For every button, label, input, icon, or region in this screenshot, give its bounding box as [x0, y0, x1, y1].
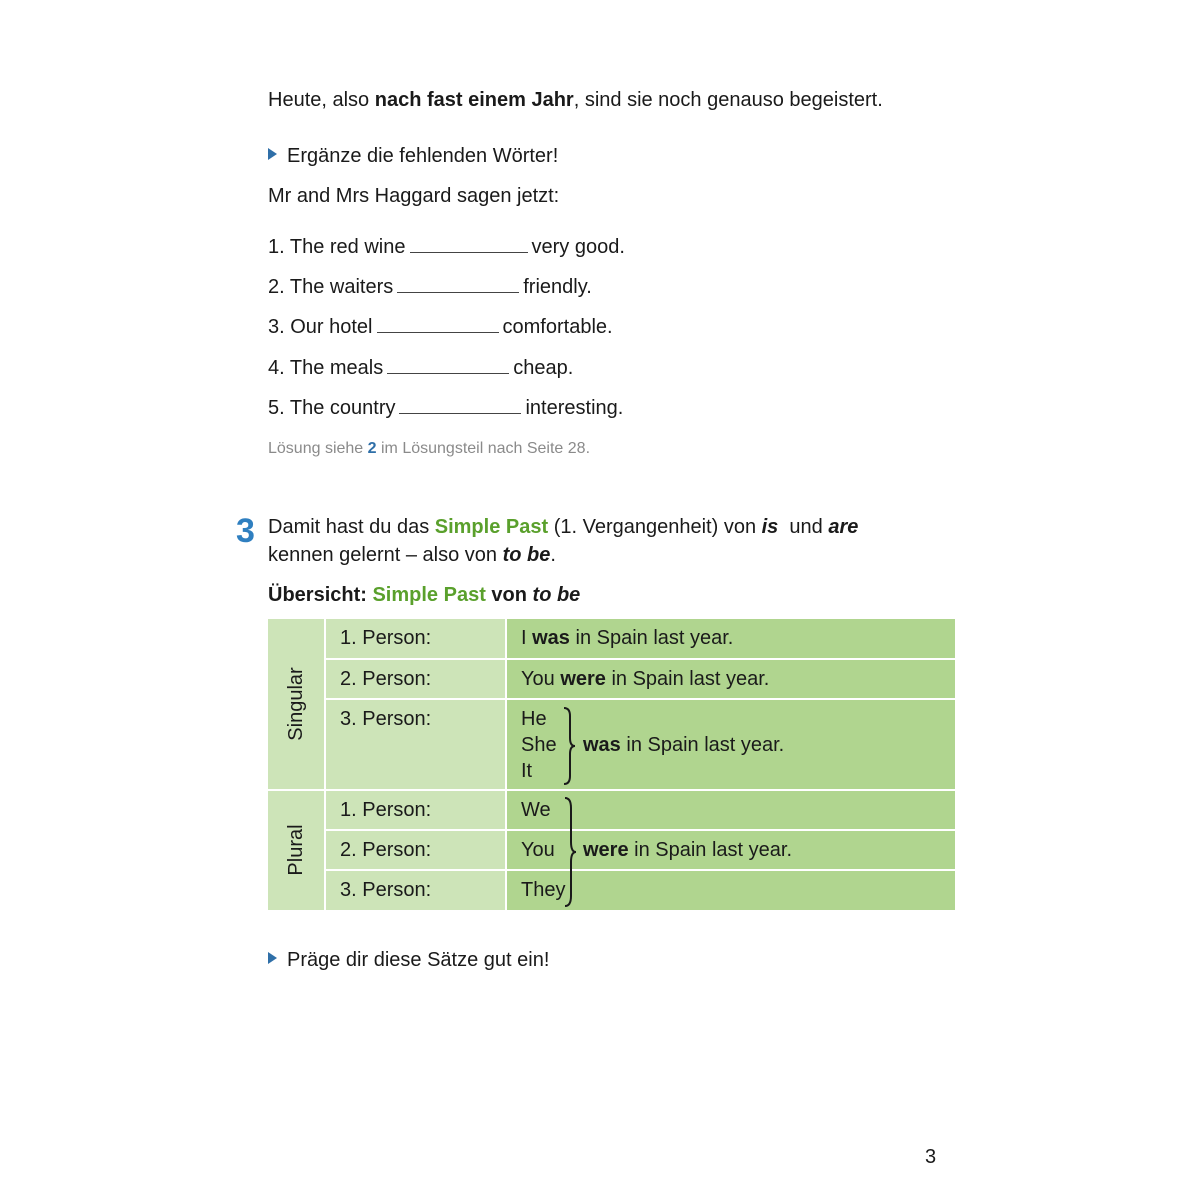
exercise-lead: Mr and Mrs Haggard sagen jetzt:	[268, 185, 560, 207]
intro-text: Heute, also	[268, 89, 375, 111]
verb-form: was	[583, 734, 621, 756]
person-cell: 1. Person:	[326, 791, 505, 829]
simple-past-term: Simple Past	[434, 516, 549, 538]
section-text: (1. Vergangenheit) von	[548, 516, 762, 538]
solution-number: 2	[367, 440, 377, 457]
overview-text: Übersicht:	[268, 584, 373, 606]
exercise-instruction	[268, 143, 558, 169]
triangle-bullet-icon	[268, 952, 277, 964]
plural-sentence	[583, 837, 792, 863]
task-number: 3	[236, 512, 255, 550]
sentence-cell: You	[507, 831, 955, 869]
sentence-text: I	[521, 627, 533, 649]
term-to-be: to be	[532, 584, 581, 606]
section-intro-line1	[268, 514, 858, 540]
solution-note	[268, 440, 590, 458]
sentence-cell-third-singular	[507, 700, 955, 789]
exercise-item	[268, 274, 592, 300]
item-prefix: 4. The meals	[268, 357, 384, 379]
instruction-text: Ergänze die fehlenden Wörter!	[287, 145, 559, 167]
answer-blank[interactable]	[377, 316, 499, 333]
intro-sentence	[268, 87, 883, 113]
item-prefix: 3. Our hotel	[268, 316, 373, 338]
term-is: is	[761, 516, 779, 538]
exercise-item	[268, 234, 625, 260]
section-intro-line2	[268, 542, 556, 568]
closing-instruction	[268, 947, 549, 973]
curly-brace-icon	[562, 796, 578, 908]
sentence-cell	[507, 660, 955, 698]
sentence-text: in Spain last year.	[605, 668, 770, 690]
intro-bold: nach fast einem Jahr	[374, 89, 574, 111]
verb-form: was	[532, 627, 570, 649]
closing-text: Präge dir diese Sätze gut ein!	[287, 949, 550, 971]
item-suffix: interesting.	[525, 397, 624, 419]
section-text: und	[778, 516, 829, 538]
verb-form: were	[583, 839, 629, 861]
singular-label: Singular	[285, 667, 307, 741]
sentence-text: in Spain last year.	[620, 734, 785, 756]
plural-group-cell	[268, 791, 324, 910]
section-text: .	[550, 544, 556, 566]
page-number: 3	[925, 1146, 937, 1168]
item-prefix: 2. The waiters	[268, 276, 394, 298]
triangle-bullet-icon	[268, 148, 277, 160]
term-to-be: to be	[502, 544, 551, 566]
item-prefix: 1. The red wine	[268, 236, 406, 258]
overview-heading	[268, 582, 580, 608]
item-suffix: very good.	[531, 236, 625, 258]
plural-label: Plural	[285, 824, 307, 876]
sentence-cell	[507, 619, 955, 658]
section-text: kennen gelernt – also von	[268, 544, 503, 566]
sentence-text: in Spain last year.	[569, 627, 734, 649]
solution-text: Lösung siehe	[268, 440, 368, 457]
sentence-text	[583, 732, 784, 758]
sentence-text: in Spain last year.	[628, 839, 793, 861]
singular-group-cell	[268, 619, 324, 789]
intro-text-end: , sind sie noch genauso begeistert.	[573, 89, 883, 111]
solution-text-end: im Lösungsteil nach Seite 28.	[376, 440, 591, 457]
person-cell: 2. Person:	[326, 831, 505, 869]
verb-form: were	[560, 668, 606, 690]
answer-blank[interactable]	[387, 357, 509, 374]
exercise-item	[268, 355, 573, 381]
item-suffix: cheap.	[513, 357, 574, 379]
person-cell: 2. Person:	[326, 660, 505, 698]
grammar-table	[268, 619, 955, 910]
sentence-text: You	[521, 668, 561, 690]
pronoun: He	[521, 708, 547, 730]
section-text: Damit hast du das	[268, 516, 435, 538]
person-cell: 1. Person:	[326, 619, 505, 658]
person-cell: 3. Person:	[326, 700, 505, 789]
answer-blank[interactable]	[399, 397, 521, 414]
answer-blank[interactable]	[410, 236, 528, 253]
item-prefix: 5. The country	[268, 397, 396, 419]
sentence-cell: We	[507, 791, 955, 829]
item-suffix: friendly.	[523, 276, 592, 298]
curly-brace-icon	[561, 706, 577, 786]
pronoun: She	[521, 734, 557, 756]
answer-blank[interactable]	[397, 276, 519, 293]
term-are: are	[828, 516, 859, 538]
exercise-item	[268, 314, 613, 340]
sentence-cell: They	[507, 871, 955, 910]
pronoun: It	[521, 760, 533, 782]
simple-past-term: Simple Past	[372, 584, 486, 606]
item-suffix: comfortable.	[502, 316, 613, 338]
person-cell: 3. Person:	[326, 871, 505, 910]
overview-text: von	[485, 584, 533, 606]
exercise-item	[268, 395, 623, 421]
